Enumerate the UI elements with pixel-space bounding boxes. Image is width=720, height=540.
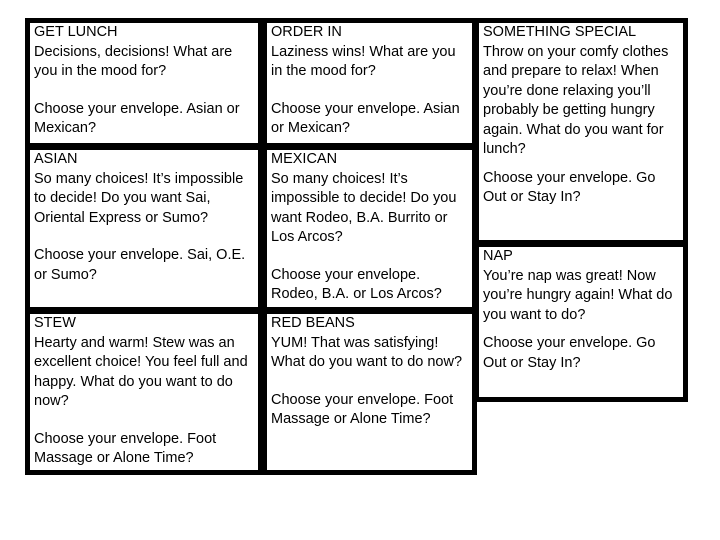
card-choice: Choose your envelope. Rodeo, B.A. or Los Arcos? [271, 266, 442, 302]
card-body: Decisions, decisions! What are you in the mood for? [34, 43, 233, 79]
card-choice: Choose your envelope. Foot Massage or Alone Time? [271, 391, 454, 427]
card-title: ORDER IN [271, 24, 342, 40]
card-mexican [262, 145, 477, 312]
card-body: YUM! That was satisfying! What do you want to do now? [271, 334, 463, 370]
card-title: RED BEANS [271, 315, 355, 331]
card-something-special [474, 18, 688, 245]
card-title: MEXICAN [271, 151, 338, 167]
card-body: So many choices! It’s impossible to decide! Do you want Sai, Oriental Express or Sumo? [34, 170, 244, 226]
card-title: GET LUNCH [34, 24, 118, 40]
card-body: Throw on your comfy clothes and prepare to relax! When you’re done relaxing you’ll probably be getting hungry again. What do you want for lunch? [483, 43, 669, 157]
card-choice: Choose your envelope. Asian or Mexican? [271, 100, 460, 136]
card-title: NAP [483, 248, 513, 264]
card-order-in [262, 18, 477, 148]
card-body: You’re nap was great! Now you’re hungry again! What do you want to do? [483, 267, 673, 323]
card-choice: Choose your envelope. Sai, O.E. or Sumo? [34, 247, 246, 283]
card-body: So many choices! It’s impossible to decide! Do you want Rodeo, B.A. Burrito or Los Arcos? [271, 170, 457, 245]
card-choice: Choose your envelope. Foot Massage or Alone Time? [34, 430, 217, 466]
card-get-lunch [25, 18, 263, 148]
card-stew [25, 309, 263, 475]
card-choice: Choose your envelope. Go Out or Stay In? [483, 169, 656, 205]
card-red-beans [262, 309, 477, 475]
card-asian [25, 145, 263, 312]
card-title: SOMETHING SPECIAL [483, 24, 637, 40]
card-choice: Choose your envelope. Asian or Mexican? [34, 100, 240, 136]
card-title: STEW [34, 315, 76, 331]
card-choice: Choose your envelope. Go Out or Stay In? [483, 335, 656, 371]
card-body: Hearty and warm! Stew was an excellent choice! You feel full and happy. What do you want to do now? [34, 334, 248, 409]
card-title: ASIAN [34, 151, 78, 167]
card-body: Laziness wins! What are you in the mood for? [271, 43, 456, 79]
card-nap [474, 242, 688, 402]
